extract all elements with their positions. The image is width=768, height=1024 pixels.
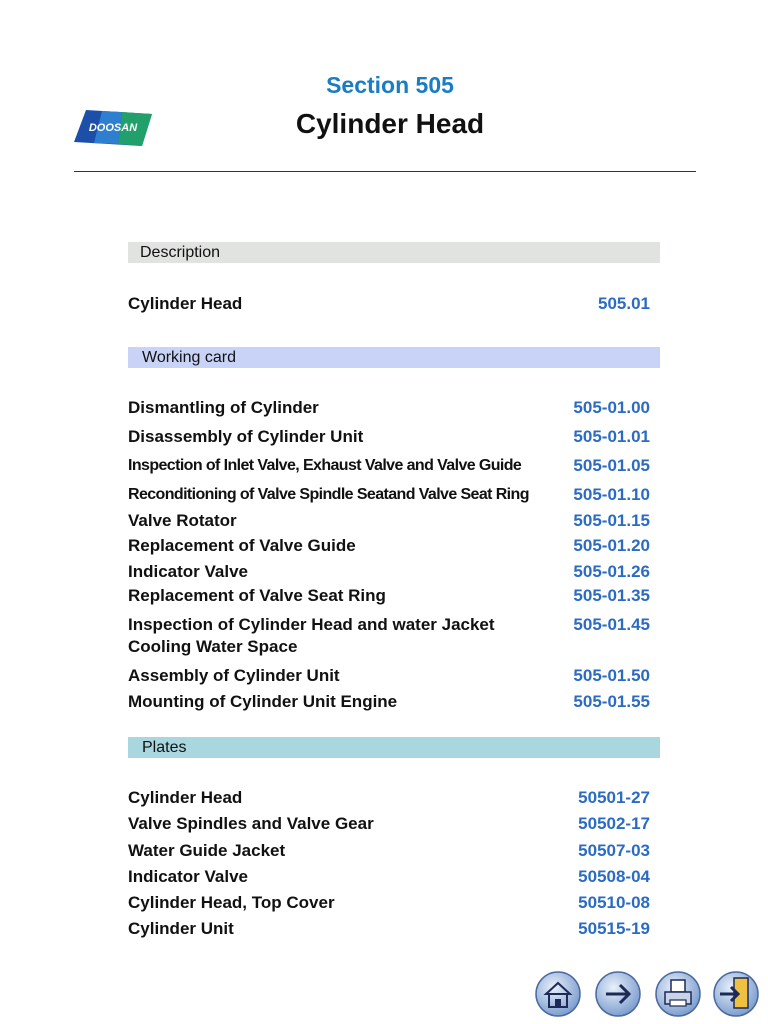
item-code[interactable]: 505-01.05 [573, 456, 650, 475]
header-divider [74, 171, 696, 172]
printer-icon [654, 970, 702, 1018]
print-button[interactable] [654, 970, 702, 1018]
item-code[interactable]: 505-01.20 [573, 536, 650, 555]
item-label[interactable]: Cylinder Head [128, 788, 243, 807]
plates-heading: Plates [128, 737, 660, 758]
section-number: Section 505 [326, 72, 454, 98]
logo-text: DOOSAN [88, 122, 138, 134]
exit-icon [712, 970, 760, 1018]
home-button[interactable] [534, 970, 582, 1018]
item-label[interactable]: Water Guide Jacket [128, 841, 286, 860]
item-code[interactable]: 50501-27 [578, 788, 650, 807]
item-label[interactable]: Replacement of Valve Guide [128, 536, 356, 555]
item-code[interactable]: 505-01.01 [573, 427, 650, 446]
item-code[interactable]: 505-01.35 [573, 586, 650, 605]
item-label[interactable]: Assembly of Cylinder Unit [128, 666, 340, 685]
item-label[interactable]: Indicator Valve [128, 562, 248, 581]
item-label[interactable]: Replacement of Valve Seat Ring [128, 586, 386, 605]
exit-button[interactable] [712, 970, 760, 1018]
page-title: Cylinder Head [295, 108, 485, 139]
arrow-right-icon [594, 970, 642, 1018]
next-button[interactable] [594, 970, 642, 1018]
item-label[interactable]: Cylinder Head [128, 294, 243, 313]
item-label[interactable]: Valve Spindles and Valve Gear [128, 814, 374, 833]
item-code[interactable]: 50508-04 [578, 867, 650, 886]
item-code[interactable]: 50515-19 [578, 919, 650, 938]
item-label[interactable]: Reconditioning of Valve Spindle Seatand Valve Seat Ring [128, 486, 529, 503]
item-label-line1[interactable]: Inspection of Cylinder Head and water Jacket [128, 615, 495, 634]
item-label-line2[interactable]: Cooling Water Space [128, 637, 298, 656]
home-icon [534, 970, 582, 1018]
item-code[interactable]: 505-01.26 [573, 562, 650, 581]
item-code[interactable]: 505-01.10 [573, 485, 650, 504]
item-label[interactable]: Cylinder Head, Top Cover [128, 893, 335, 912]
description-heading: Description [128, 242, 660, 263]
item-code[interactable]: 50507-03 [578, 841, 650, 860]
item-code[interactable]: 505-01.55 [573, 692, 650, 711]
item-code[interactable]: 505-01.50 [573, 666, 650, 685]
item-code[interactable]: 50502-17 [578, 814, 650, 833]
item-label[interactable] [128, 614, 548, 658]
item-label[interactable]: Valve Rotator [128, 511, 237, 530]
item-label[interactable]: Dismantling of Cylinder [128, 398, 319, 417]
item-label[interactable]: Disassembly of Cylinder Unit [128, 427, 364, 446]
working-card-heading: Working card [128, 347, 660, 368]
item-code[interactable]: 505-01.45 [573, 615, 650, 634]
item-code[interactable]: 505-01.15 [573, 511, 650, 530]
item-code[interactable]: 50510-08 [578, 893, 650, 912]
item-label[interactable]: Indicator Valve [128, 867, 248, 886]
item-label[interactable]: Inspection of Inlet Valve, Exhaust Valve and Valve Guide [128, 457, 522, 474]
item-label[interactable]: Mounting of Cylinder Unit Engine [128, 692, 398, 711]
item-code[interactable]: 505-01.00 [573, 398, 650, 417]
item-label[interactable]: Cylinder Unit [128, 919, 234, 938]
item-code[interactable]: 505.01 [598, 294, 650, 313]
